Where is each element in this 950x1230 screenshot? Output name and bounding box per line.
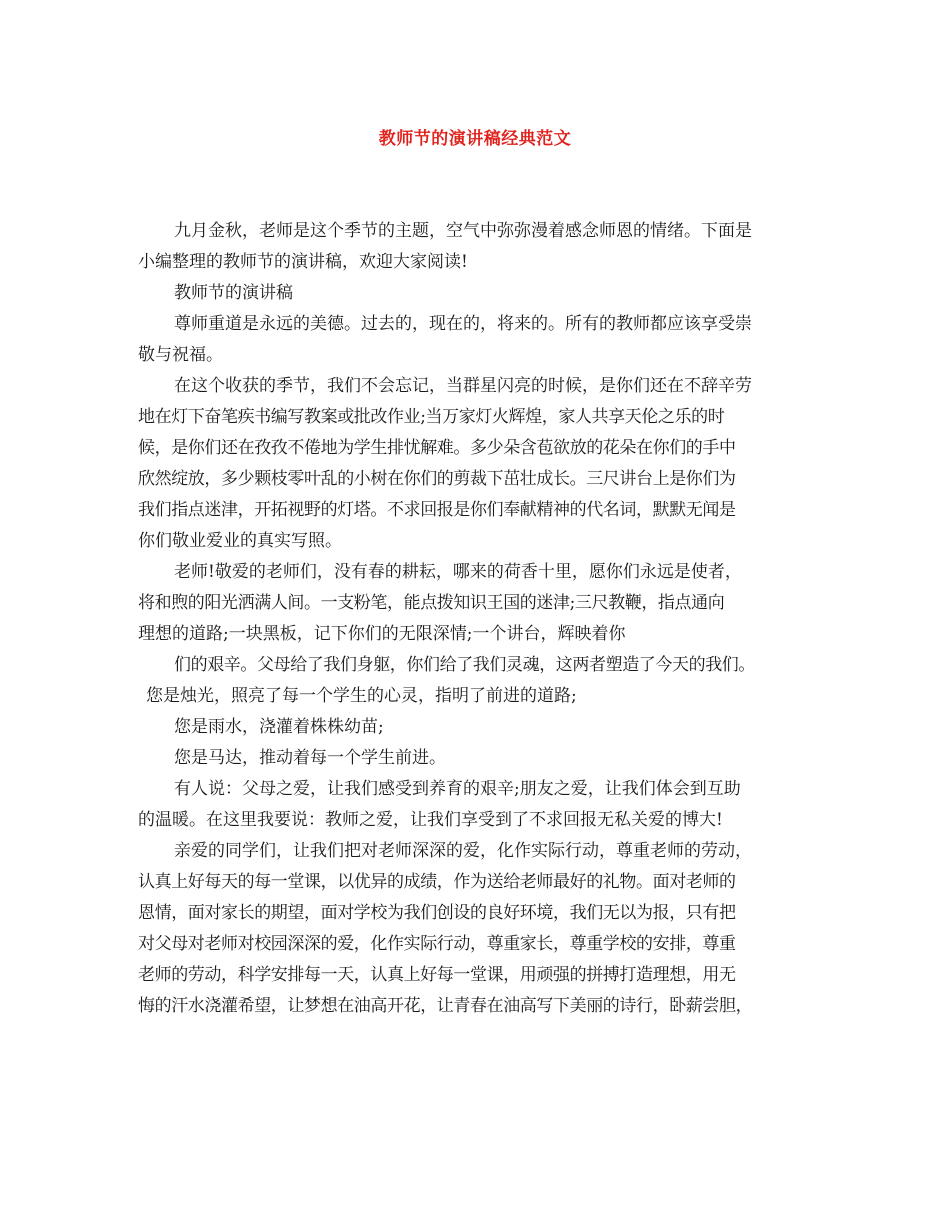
paragraph-line: 悔的汗水浇灌希望，让梦想在油高开花，让青春在油高写下美丽的诗行，卧薪尝胆， xyxy=(138,996,753,1016)
paragraph-line: 亲爱的同学们，让我们把对老师深深的爱，化作实际行动，尊重老师的劳动， xyxy=(174,841,752,861)
paragraph-line: 理想的道路;一块黑板，记下你们的无限深情;一个讲台，辉映着你 xyxy=(138,624,626,644)
paragraph-line: 地在灯下奋笔疾书编写教案或批改作业;当万家灯火辉煌，家人共享天伦之乐的时 xyxy=(138,407,725,427)
paragraph-line: 敬与祝福。 xyxy=(138,345,223,365)
paragraph-line: 候，是你们还在孜孜不倦地为学生排忧解难。多少朵含苞欲放的花朵在你们的手中 xyxy=(138,438,736,458)
paragraph-line: 您是马达，推动着每一个学生前进。 xyxy=(174,748,446,768)
paragraph-line: 九月金秋，老师是这个季节的主题，空气中弥弥漫着感念师恩的情绪。下面是 xyxy=(174,221,752,241)
paragraph-line: 老师!敬爱的老师们，没有春的耕耘，哪来的荷香十里，愿你们永远是使者， xyxy=(174,562,742,582)
paragraph-line: 尊师重道是永远的美德。过去的，现在的，将来的。所有的教师都应该享受崇 xyxy=(174,314,752,334)
paragraph-line: 您是雨水，浇灌着株株幼苗; xyxy=(174,717,384,737)
paragraph-line: 对父母对老师对校园深深的爱，化作实际行动，尊重家长，尊重学校的安排，尊重 xyxy=(138,934,736,954)
paragraph-line: 您是烛光，照亮了每一个学生的心灵，指明了前进的道路; xyxy=(146,686,577,706)
section-heading: 教师节的演讲稿 xyxy=(174,283,293,303)
paragraph-line: 们的艰辛。父母给了我们身躯，你们给了我们灵魂，这两者塑造了今天的我们。 xyxy=(174,655,755,675)
document-body xyxy=(138,216,828,1022)
paragraph-line: 认真上好每天的每一堂课，以优异的成绩，作为送给老师最好的礼物。面对老师的 xyxy=(138,872,736,892)
document-title: 教师节的演讲稿经典范文 xyxy=(378,129,572,149)
paragraph-line: 老师的劳动，科学安排每一天，认真上好每一堂课，用顽强的拼搏打造理想，用无 xyxy=(138,965,736,985)
paragraph-line: 的温暖。在这里我要说：教师之爱，让我们享受到了不求回报无私关爱的博大! xyxy=(138,810,723,830)
paragraph-line: 在这个收获的季节，我们不会忘记，当群星闪亮的时候，是你们还在不辞辛劳 xyxy=(174,376,752,396)
paragraph-line: 恩情，面对家长的期望，面对学校为我们创设的良好环境，我们无以为报，只有把 xyxy=(138,903,736,923)
paragraph-line: 你们敬业爱业的真实写照。 xyxy=(138,531,342,551)
paragraph-line: 将和煦的阳光洒满人间。一支粉笔，能点拨知识王国的迷津;三尺教鞭，指点通向 xyxy=(138,593,725,613)
paragraph-line: 欣然绽放，多少颗枝零叶乱的小树在你们的剪裁下茁壮成长。三尺讲台上是你们为 xyxy=(138,469,736,489)
paragraph-line: 小编整理的教师节的演讲稿，欢迎大家阅读! xyxy=(138,252,468,272)
paragraph-line: 我们指点迷津，开拓视野的灯塔。不求回报是你们奉献精神的代名词，默默无闻是 xyxy=(138,500,736,520)
paragraph-line: 有人说：父母之爱，让我们感受到养育的艰辛;朋友之爱，让我们体会到互助 xyxy=(174,779,741,799)
